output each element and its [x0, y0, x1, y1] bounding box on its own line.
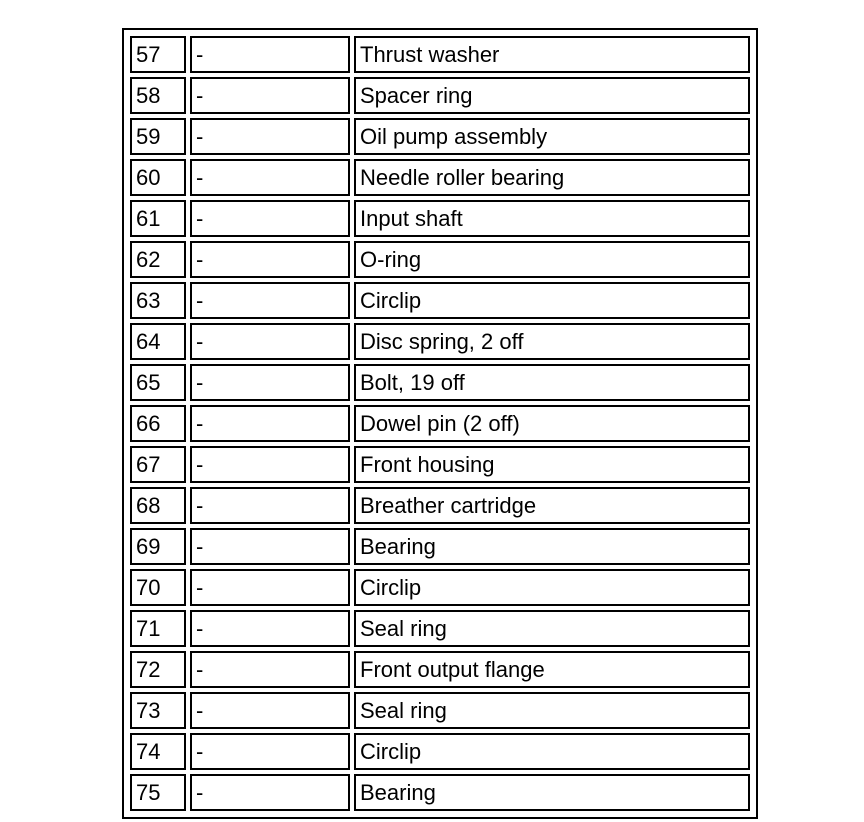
- table-row: [130, 118, 750, 155]
- part-description-cell: Needle roller bearing: [354, 159, 750, 196]
- part-number-cell: 61: [130, 200, 186, 237]
- table-row: [130, 528, 750, 565]
- part-description-cell: Breather cartridge: [354, 487, 750, 524]
- separator-cell: -: [190, 77, 350, 114]
- table-row: [130, 36, 750, 73]
- part-number-cell: 65: [130, 364, 186, 401]
- separator-cell: -: [190, 364, 350, 401]
- part-description-cell: Bolt, 19 off: [354, 364, 750, 401]
- part-number-cell: 69: [130, 528, 186, 565]
- part-description-cell: Input shaft: [354, 200, 750, 237]
- table-row: [130, 569, 750, 606]
- table-row: [130, 651, 750, 688]
- part-number-cell: 75: [130, 774, 186, 811]
- table-row: [130, 282, 750, 319]
- part-number-cell: 68: [130, 487, 186, 524]
- part-description-cell: Front housing: [354, 446, 750, 483]
- part-number-cell: 58: [130, 77, 186, 114]
- separator-cell: -: [190, 487, 350, 524]
- part-description-cell: Spacer ring: [354, 77, 750, 114]
- part-description-cell: Disc spring, 2 off: [354, 323, 750, 360]
- separator-cell: -: [190, 774, 350, 811]
- part-description-cell: O-ring: [354, 241, 750, 278]
- separator-cell: -: [190, 692, 350, 729]
- separator-cell: -: [190, 159, 350, 196]
- part-number-cell: 74: [130, 733, 186, 770]
- parts-list-body: [130, 36, 750, 811]
- separator-cell: -: [190, 118, 350, 155]
- table-row: [130, 446, 750, 483]
- table-row: [130, 159, 750, 196]
- separator-cell: -: [190, 733, 350, 770]
- separator-cell: -: [190, 569, 350, 606]
- part-description-cell: Bearing: [354, 774, 750, 811]
- parts-list-table: [126, 32, 754, 815]
- separator-cell: -: [190, 446, 350, 483]
- part-number-cell: 67: [130, 446, 186, 483]
- separator-cell: -: [190, 651, 350, 688]
- part-description-cell: Seal ring: [354, 610, 750, 647]
- part-number-cell: 63: [130, 282, 186, 319]
- separator-cell: -: [190, 36, 350, 73]
- table-row: [130, 364, 750, 401]
- part-number-cell: 71: [130, 610, 186, 647]
- table-row: [130, 77, 750, 114]
- table-row: [130, 610, 750, 647]
- part-description-cell: Circlip: [354, 733, 750, 770]
- part-description-cell: Circlip: [354, 569, 750, 606]
- part-number-cell: 60: [130, 159, 186, 196]
- part-description-cell: Bearing: [354, 528, 750, 565]
- part-description-cell: Oil pump assembly: [354, 118, 750, 155]
- part-description-cell: Seal ring: [354, 692, 750, 729]
- table-row: [130, 692, 750, 729]
- part-number-cell: 64: [130, 323, 186, 360]
- part-description-cell: Circlip: [354, 282, 750, 319]
- separator-cell: -: [190, 528, 350, 565]
- table-row: [130, 774, 750, 811]
- part-number-cell: 62: [130, 241, 186, 278]
- table-row: [130, 487, 750, 524]
- part-number-cell: 72: [130, 651, 186, 688]
- part-number-cell: 59: [130, 118, 186, 155]
- part-description-cell: Front output flange: [354, 651, 750, 688]
- separator-cell: -: [190, 323, 350, 360]
- table-row: [130, 733, 750, 770]
- separator-cell: -: [190, 200, 350, 237]
- separator-cell: -: [190, 405, 350, 442]
- part-description-cell: Dowel pin (2 off): [354, 405, 750, 442]
- part-number-cell: 57: [130, 36, 186, 73]
- part-number-cell: 66: [130, 405, 186, 442]
- part-number-cell: 70: [130, 569, 186, 606]
- parts-list-frame: [122, 28, 758, 819]
- part-number-cell: 73: [130, 692, 186, 729]
- separator-cell: -: [190, 241, 350, 278]
- table-row: [130, 323, 750, 360]
- table-row: [130, 405, 750, 442]
- table-row: [130, 200, 750, 237]
- part-description-cell: Thrust washer: [354, 36, 750, 73]
- separator-cell: -: [190, 610, 350, 647]
- separator-cell: -: [190, 282, 350, 319]
- table-row: [130, 241, 750, 278]
